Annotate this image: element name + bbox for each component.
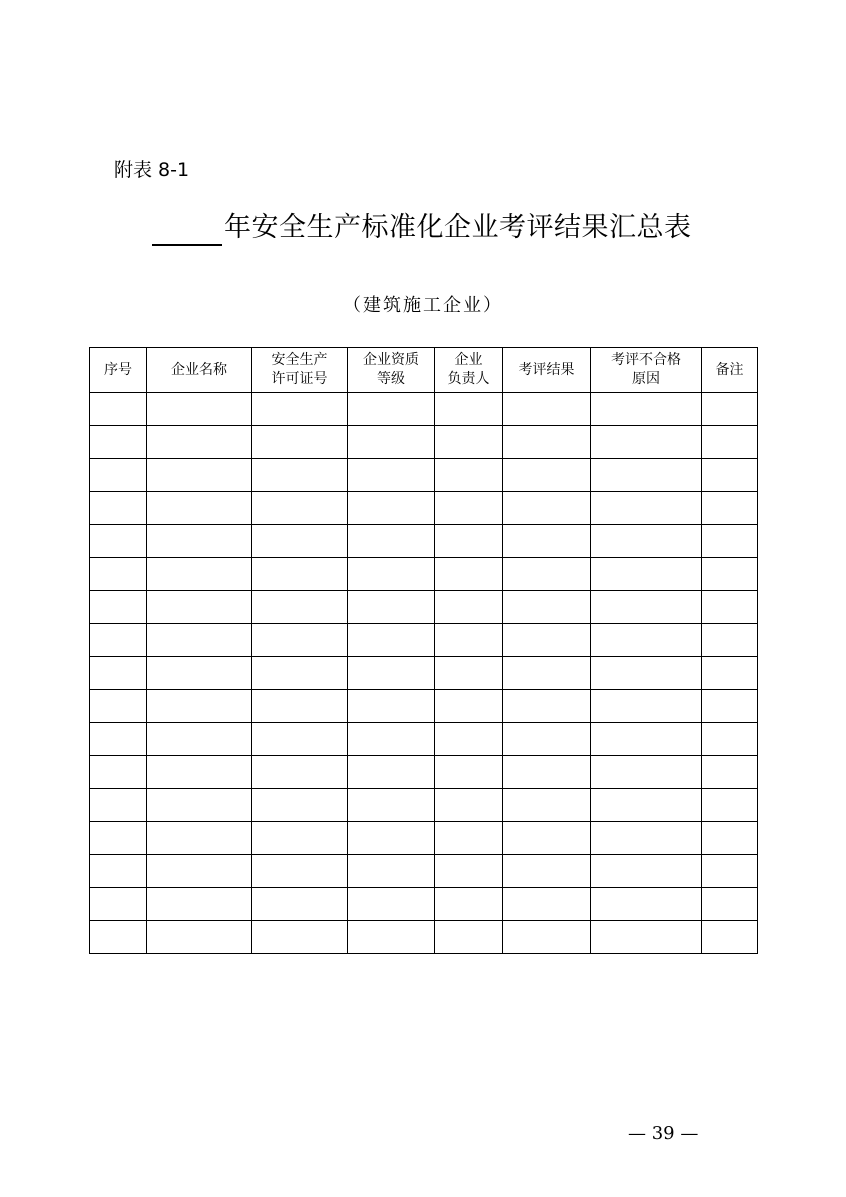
table-cell[interactable] [503, 525, 591, 558]
table-cell[interactable] [252, 492, 348, 525]
table-cell[interactable] [252, 822, 348, 855]
table-cell[interactable] [702, 558, 758, 591]
table-row [90, 888, 758, 921]
table-cell[interactable] [348, 756, 435, 789]
table-cell[interactable] [435, 822, 503, 855]
table-cell[interactable] [90, 921, 147, 954]
table-cell[interactable] [252, 855, 348, 888]
table-row [90, 855, 758, 888]
table-cell[interactable] [435, 393, 503, 426]
table-cell[interactable] [591, 888, 702, 921]
table-cell[interactable] [503, 624, 591, 657]
header-serial-number: 序号 [90, 348, 147, 393]
table-row [90, 525, 758, 558]
header-company-name: 企业名称 [147, 348, 252, 393]
table-cell[interactable] [591, 822, 702, 855]
header-company-head: 企业 负责人 [435, 348, 503, 393]
header-evaluation-result: 考评结果 [503, 348, 591, 393]
table-cell[interactable] [90, 591, 147, 624]
table-cell[interactable] [147, 459, 252, 492]
table-cell[interactable] [252, 426, 348, 459]
table-cell[interactable] [348, 855, 435, 888]
table-cell[interactable] [702, 921, 758, 954]
table-cell[interactable] [90, 393, 147, 426]
table-cell[interactable] [348, 723, 435, 756]
table-cell[interactable] [702, 459, 758, 492]
table-cell[interactable] [702, 624, 758, 657]
table-cell[interactable] [435, 921, 503, 954]
table-cell[interactable] [147, 657, 252, 690]
table-cell[interactable] [702, 756, 758, 789]
table-cell[interactable] [147, 855, 252, 888]
table-cell[interactable] [591, 624, 702, 657]
table-row [90, 459, 758, 492]
table-cell[interactable] [348, 459, 435, 492]
table-cell[interactable] [90, 888, 147, 921]
table-cell[interactable] [90, 657, 147, 690]
table-cell[interactable] [252, 624, 348, 657]
table-cell[interactable] [348, 657, 435, 690]
table-cell[interactable] [348, 690, 435, 723]
table-cell[interactable] [348, 822, 435, 855]
table-cell[interactable] [90, 723, 147, 756]
table-cell[interactable] [591, 558, 702, 591]
table-row [90, 921, 758, 954]
table-cell[interactable] [90, 492, 147, 525]
table-cell[interactable] [702, 525, 758, 558]
header-qualification-grade: 企业资质 等级 [348, 348, 435, 393]
table-cell[interactable] [252, 789, 348, 822]
table-cell[interactable] [252, 888, 348, 921]
table-cell[interactable] [147, 888, 252, 921]
table-cell[interactable] [591, 756, 702, 789]
table-cell[interactable] [252, 756, 348, 789]
table-cell[interactable] [147, 525, 252, 558]
table-cell[interactable] [702, 822, 758, 855]
table-body [90, 393, 758, 954]
table-cell[interactable] [591, 426, 702, 459]
table-cell[interactable] [90, 459, 147, 492]
summary-table [89, 347, 758, 954]
table-cell[interactable] [702, 789, 758, 822]
table-cell[interactable] [591, 921, 702, 954]
table-cell[interactable] [503, 822, 591, 855]
table-cell[interactable] [90, 624, 147, 657]
header-failure-reason: 考评不合格 原因 [591, 348, 702, 393]
table-cell[interactable] [348, 921, 435, 954]
table-row [90, 657, 758, 690]
table-cell[interactable] [702, 690, 758, 723]
table-cell[interactable] [591, 459, 702, 492]
table-cell[interactable] [503, 459, 591, 492]
table-cell[interactable] [435, 591, 503, 624]
table-cell[interactable] [702, 492, 758, 525]
table-cell[interactable] [252, 591, 348, 624]
table-cell[interactable] [435, 756, 503, 789]
table-cell[interactable] [435, 690, 503, 723]
table-cell[interactable] [591, 723, 702, 756]
table-cell[interactable] [435, 624, 503, 657]
header-remarks: 备注 [702, 348, 758, 393]
table-cell[interactable] [503, 921, 591, 954]
table-cell[interactable] [90, 525, 147, 558]
table-cell[interactable] [591, 690, 702, 723]
title-text: 年安全生产标准化企业考评结果汇总表 [224, 212, 692, 243]
table-cell[interactable] [252, 723, 348, 756]
table-cell[interactable] [503, 756, 591, 789]
table-row [90, 822, 758, 855]
table-cell[interactable] [90, 789, 147, 822]
table-cell[interactable] [702, 888, 758, 921]
table-cell[interactable] [435, 888, 503, 921]
table-cell[interactable] [503, 558, 591, 591]
appendix-label: 附表 8-1 [114, 159, 190, 181]
table-cell[interactable] [503, 657, 591, 690]
table-cell[interactable] [591, 393, 702, 426]
table-cell[interactable] [435, 855, 503, 888]
header-safety-license-number: 安全生产 许可证号 [252, 348, 348, 393]
table-cell[interactable] [252, 525, 348, 558]
table-row [90, 558, 758, 591]
table-cell[interactable] [348, 525, 435, 558]
table-cell[interactable] [348, 888, 435, 921]
table-cell[interactable] [435, 723, 503, 756]
table-cell[interactable] [348, 789, 435, 822]
table-cell[interactable] [252, 558, 348, 591]
table-cell[interactable] [90, 756, 147, 789]
table-cell[interactable] [147, 393, 252, 426]
table-cell[interactable] [147, 558, 252, 591]
table-row [90, 789, 758, 822]
table-cell[interactable] [147, 426, 252, 459]
table-cell[interactable] [503, 393, 591, 426]
table-cell[interactable] [90, 690, 147, 723]
table-cell[interactable] [503, 789, 591, 822]
table-cell[interactable] [503, 426, 591, 459]
table-row [90, 492, 758, 525]
table-cell[interactable] [435, 426, 503, 459]
table-cell[interactable] [702, 855, 758, 888]
table-cell[interactable] [252, 459, 348, 492]
year-blank-line [152, 214, 222, 246]
table-cell[interactable] [435, 789, 503, 822]
table-cell[interactable] [591, 525, 702, 558]
table-row [90, 426, 758, 459]
table-row [90, 756, 758, 789]
table-cell[interactable] [252, 657, 348, 690]
table-cell[interactable] [702, 393, 758, 426]
table-cell[interactable] [591, 591, 702, 624]
table-cell[interactable] [147, 591, 252, 624]
table-cell[interactable] [591, 855, 702, 888]
table-cell[interactable] [503, 888, 591, 921]
table-cell[interactable] [435, 558, 503, 591]
table-header-row [90, 348, 758, 393]
document-title [152, 206, 692, 246]
table-cell[interactable] [503, 690, 591, 723]
table-cell[interactable] [702, 591, 758, 624]
table-cell[interactable] [90, 855, 147, 888]
table-cell[interactable] [591, 492, 702, 525]
table-cell[interactable] [348, 426, 435, 459]
table-cell[interactable] [348, 393, 435, 426]
table-cell[interactable] [503, 723, 591, 756]
table-cell[interactable] [348, 624, 435, 657]
page-number: — 39 — [628, 1123, 699, 1144]
document-subtitle: （建筑施工企业） [343, 295, 503, 316]
table-cell[interactable] [591, 789, 702, 822]
table-cell[interactable] [147, 624, 252, 657]
table-row [90, 393, 758, 426]
table-cell[interactable] [252, 921, 348, 954]
table-cell[interactable] [435, 492, 503, 525]
table-cell[interactable] [503, 855, 591, 888]
table-cell[interactable] [252, 393, 348, 426]
table-row [90, 723, 758, 756]
table-cell[interactable] [147, 822, 252, 855]
table-cell[interactable] [147, 492, 252, 525]
table-cell[interactable] [348, 492, 435, 525]
table-row [90, 690, 758, 723]
table-cell[interactable] [147, 756, 252, 789]
table-cell[interactable] [702, 723, 758, 756]
table-cell[interactable] [435, 525, 503, 558]
table-cell[interactable] [90, 426, 147, 459]
table-cell[interactable] [90, 822, 147, 855]
table-cell[interactable] [147, 723, 252, 756]
table-cell[interactable] [348, 591, 435, 624]
table-row [90, 591, 758, 624]
table-cell[interactable] [591, 657, 702, 690]
table-cell[interactable] [147, 921, 252, 954]
table-cell[interactable] [503, 591, 591, 624]
table-cell[interactable] [702, 657, 758, 690]
table-cell[interactable] [252, 690, 348, 723]
table-cell[interactable] [147, 690, 252, 723]
table-cell[interactable] [503, 492, 591, 525]
table-cell[interactable] [702, 426, 758, 459]
table-cell[interactable] [435, 657, 503, 690]
table-cell[interactable] [90, 558, 147, 591]
table-cell[interactable] [147, 789, 252, 822]
table-cell[interactable] [435, 459, 503, 492]
table-cell[interactable] [348, 558, 435, 591]
table-row [90, 624, 758, 657]
